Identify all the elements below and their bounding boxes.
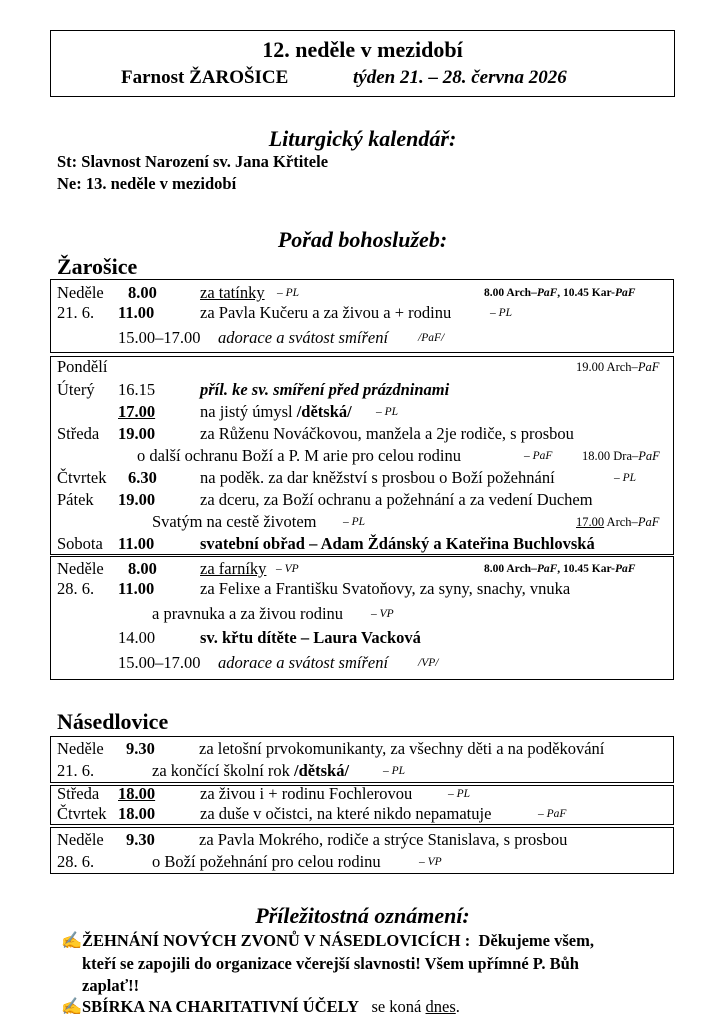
section-zarosice: Žarošice [57, 254, 138, 279]
time: 8.00 [128, 283, 157, 302]
day: Středa [57, 784, 100, 803]
intention: Svatým na cestě životem [152, 512, 317, 531]
intention: za tatínky [200, 283, 265, 302]
intention: příl. ke sv. smíření před prázdninami [200, 380, 450, 399]
time: 6.30 [128, 468, 157, 487]
page-title: 12. neděle v mezidobí [262, 37, 463, 62]
day: Čtvrtek [57, 468, 107, 487]
time: 15.00–17.00 [118, 653, 201, 672]
priest: – VP [419, 856, 442, 868]
time: 18.00 [118, 784, 156, 803]
time: 15.00–17.00 [118, 328, 201, 347]
schedule-row [0, 282, 725, 304]
priest: /VP/ [418, 657, 439, 669]
time: 11.00 [118, 303, 155, 322]
schedule-row [0, 467, 725, 489]
schedule-row [0, 738, 725, 760]
priest: – PL [383, 765, 406, 777]
time: 19.00 [118, 424, 156, 443]
time: 14.00 [118, 628, 156, 647]
schedule-row [0, 327, 725, 349]
intention: adorace a svátost smíření [218, 653, 389, 672]
other-masses: 18.00 Dra–PaF [582, 449, 660, 463]
week-range: týden 21. – 28. června 2026 [353, 67, 567, 88]
schedule-row [0, 652, 725, 674]
announcement-1-line-2: kteří se zapojili do organizace včerejší slavnosti! Všem upřímné P. Bůh [82, 954, 579, 973]
day: Neděle [57, 830, 104, 849]
schedule-row [0, 356, 725, 378]
schedule-row [0, 445, 725, 467]
priest: – VP [371, 608, 394, 620]
priest: – PL [614, 472, 637, 484]
announcement-1-line-3: zaplať!! [82, 976, 140, 995]
schedule-row [0, 558, 725, 580]
intention: za živou i + rodinu Fochlerovou [200, 784, 413, 803]
calendar-line: Ne: 13. neděle v mezidobí [57, 174, 237, 193]
day: Sobota [57, 534, 103, 553]
schedule-row [0, 489, 725, 511]
intention: na poděk. za dar kněžství s prosbou o Boží požehnání [200, 468, 555, 487]
schedule-row [0, 603, 725, 625]
date: 21. 6. [57, 761, 95, 780]
schedule-row [0, 760, 725, 782]
calendar-line: St: Slavnost Narození sv. Jana Křtitele [57, 152, 329, 171]
day: Neděle [57, 739, 104, 758]
other-masses: 17.00 Arch–PaF [576, 515, 660, 529]
announcement-1-line-1: ŽEHNÁNÍ NOVÝCH ZVONŮ V NÁSEDLOVICÍCH : Děkujeme všem, [82, 931, 594, 950]
time: 8.00 [128, 559, 157, 578]
intention: adorace a svátost smíření [218, 328, 389, 347]
section-nasedlovice: Násedlovice [57, 709, 169, 734]
schedule-row [0, 851, 725, 873]
priest: – PL [448, 788, 471, 800]
schedule-row [0, 302, 725, 324]
day: Pondělí [57, 357, 108, 376]
day: Pátek [57, 490, 94, 509]
intention: za Felixe a Františku Svatoňovy, za syny, snachy, vnuka [200, 579, 571, 598]
date: 21. 6. [57, 303, 95, 322]
priest: – VP [276, 563, 299, 575]
day: Neděle [57, 283, 104, 302]
intention: o další ochranu Boží a P. M arie pro celou rodinu [137, 446, 461, 465]
intention: sv. křtu dítěte – Laura Vacková [200, 628, 421, 647]
intention: za končící školní rok /dětská/ [152, 761, 350, 780]
intention: za letošní prvokomunikanty, za všechny děti a na poděkování [199, 739, 605, 758]
time: 11.00 [118, 534, 155, 553]
time: 11.00 [118, 579, 155, 598]
schedule-row [0, 401, 725, 423]
priest: – PL [277, 287, 300, 299]
time: 19.00 [118, 490, 156, 509]
schedule-row [0, 829, 725, 851]
priest: /PaF/ [418, 332, 445, 344]
date: 28. 6. [57, 852, 95, 871]
schedule-row [0, 423, 725, 445]
writing-hand-icon: ✍ [61, 931, 83, 950]
priest: – PaF [538, 808, 567, 820]
intention: a pravnuka a za živou rodinu [152, 604, 344, 623]
schedule-row [0, 379, 725, 401]
intention: za Pavla Mokrého, rodiče a strýce Stanislava, s prosbou [199, 830, 568, 849]
announcements-heading: Příležitostná oznámení: [255, 903, 470, 928]
time: 9.30 [126, 830, 155, 849]
intention: za duše v očistci, na které nikdo nepamatuje [200, 804, 492, 823]
schedule-row [0, 627, 725, 649]
intention: na jistý úmysl /dětská/ [200, 402, 352, 421]
priest: – PL [343, 516, 366, 528]
schedule-row [0, 511, 725, 533]
schedule-row [0, 783, 725, 805]
priest: – PaF [524, 450, 553, 462]
intention: za Pavla Kučeru a za živou a + rodinu [200, 303, 452, 322]
time: 9.30 [126, 739, 155, 758]
day: Čtvrtek [57, 804, 107, 823]
other-masses: 19.00 Arch–PaF [576, 360, 660, 374]
intention: za farníky [200, 559, 267, 578]
schedule-row [0, 533, 725, 555]
day: Neděle [57, 559, 104, 578]
intention: svatební obřad – Adam Ždánský a Kateřina Buchlovská [200, 534, 595, 553]
time: 17.00 [118, 402, 156, 421]
priest: – PL [376, 406, 399, 418]
day: Středa [57, 424, 100, 443]
writing-hand-icon: ✍ [61, 997, 83, 1016]
schedule-heading: Pořad bohoslužeb: [277, 227, 448, 252]
schedule-row [0, 578, 725, 600]
intention: za dceru, za Boží ochranu a požehnání a za vedení Duchem [200, 490, 593, 509]
intention: o Boží požehnání pro celou rodinu [152, 852, 381, 871]
priest: – PL [490, 307, 513, 319]
announcement-2: SBÍRKA NA CHARITATIVNÍ ÚČELY se koná dnes. [82, 997, 460, 1016]
date: 28. 6. [57, 579, 95, 598]
time: 18.00 [118, 804, 156, 823]
parish-name: Farnost ŽAROŠICE [121, 67, 289, 88]
intention: za Růženu Nováčkovou, manžela a 2je rodiče, s prosbou [200, 424, 574, 443]
schedule-row [0, 803, 725, 825]
day: Úterý [57, 380, 95, 399]
calendar-heading: Liturgický kalendář: [268, 126, 457, 151]
other-masses: 8.00 Arch–PaF, 10.45 Kar-PaF [484, 287, 636, 299]
time: 16.15 [118, 380, 156, 399]
other-masses: 8.00 Arch–PaF, 10.45 Kar-PaF [484, 563, 636, 575]
